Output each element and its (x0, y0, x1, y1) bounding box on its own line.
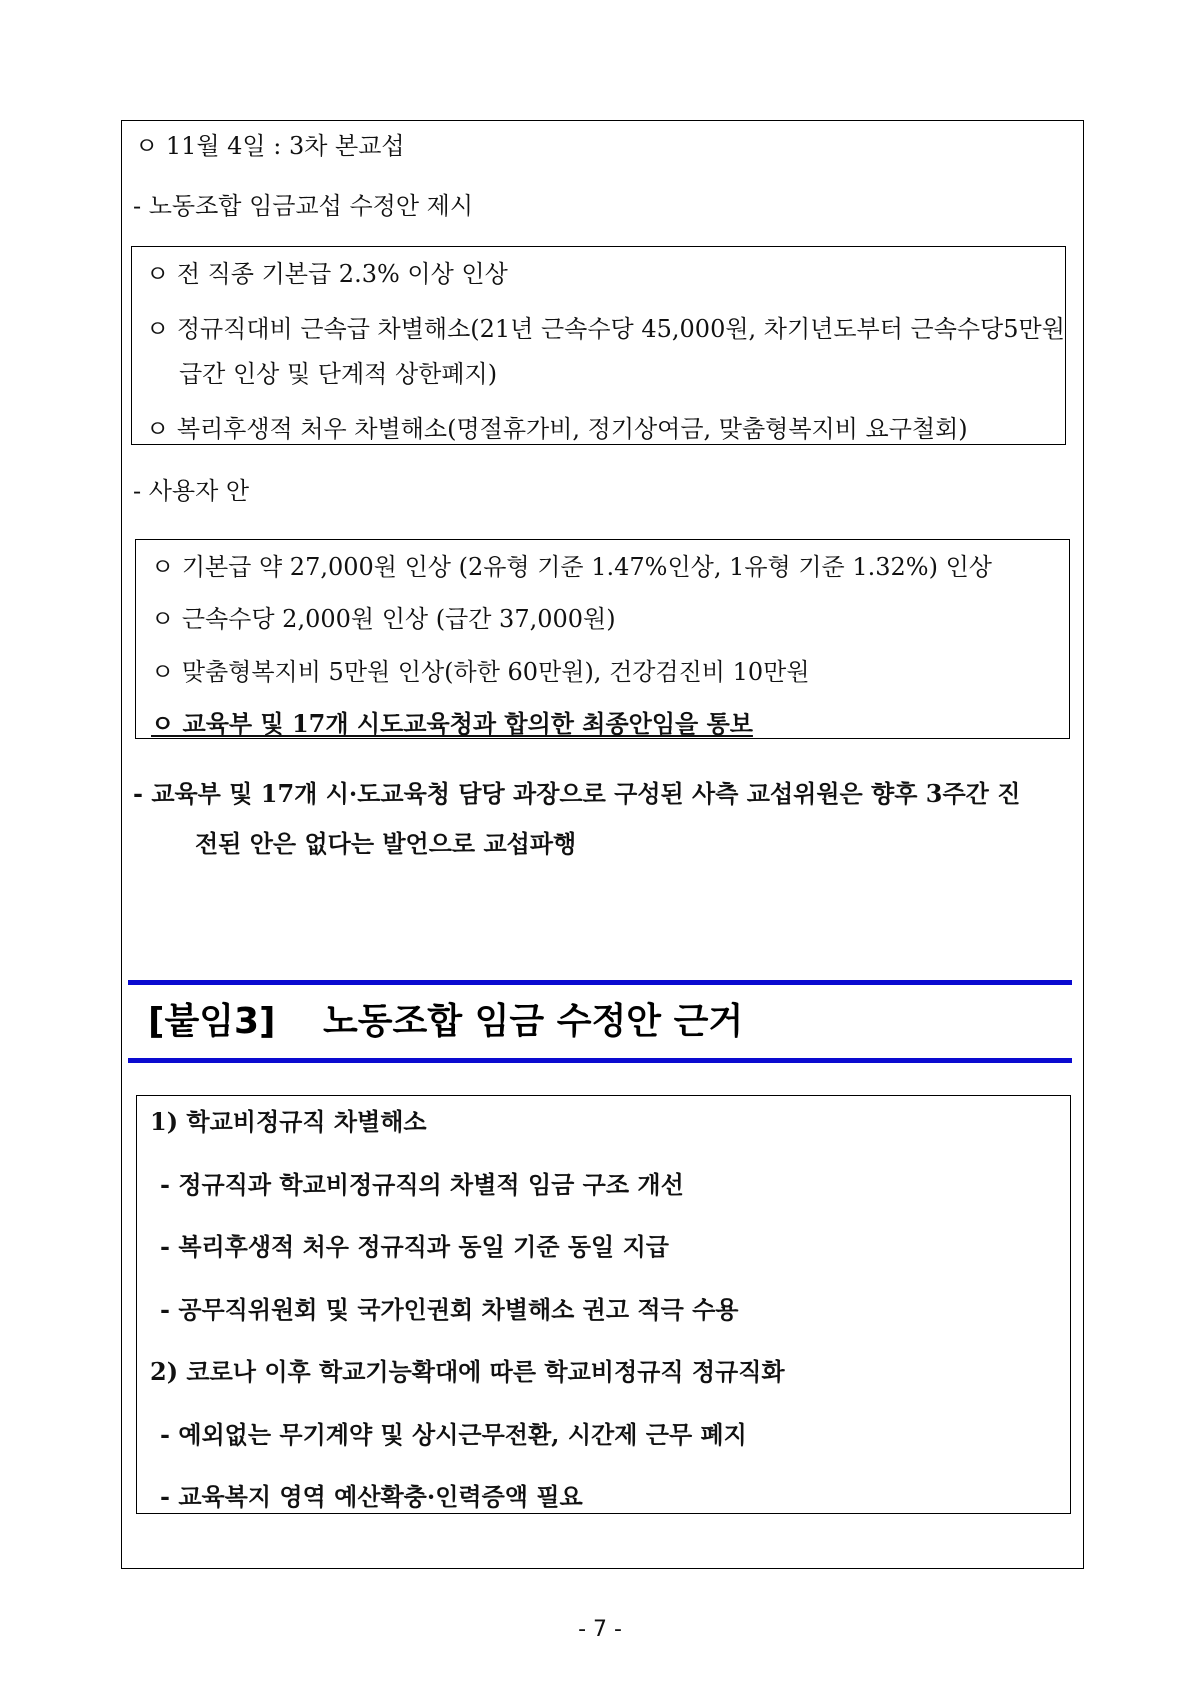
breakdown-line: - 교육부 및 17개 시·도교육청 담당 과장으로 구성된 사측 교섭위원은 향후 3주간 진 (133, 779, 1021, 808)
basis-item: 1) 학교비정규직 차별해소 (150, 1107, 427, 1136)
employer-item: ㅇ 근속수당 2,000원 인상 (급간 37,000원) (151, 605, 616, 633)
employer-item: ㅇ 기본급 약 27,000원 인상 (2유형 기준 1.47%인상, 1유형 기준 1.32%) 인상 (151, 553, 992, 581)
basis-item: - 공무직위원회 및 국가인권회 차별해소 권고 적극 수용 (160, 1295, 739, 1324)
basis-item: - 정규직과 학교비정규직의 차별적 임금 구조 개선 (160, 1170, 684, 1199)
heading-top-rule (128, 980, 1072, 985)
union-item: ㅇ 전 직종 기본급 2.3% 이상 인상 (146, 260, 508, 288)
union-item: ㅇ 복리후생적 처우 차별해소(명절휴가비, 정기상여금, 맞춤형복지비 요구철회) (146, 415, 968, 443)
employer-proposal-heading: - 사용자 안 (133, 477, 250, 505)
date-line: ㅇ 11월 4일 : 3차 본교섭 (135, 132, 405, 160)
basis-item: 2) 코로나 이후 학교기능확대에 따른 학교비정규직 정규직화 (150, 1357, 785, 1386)
attachment-title: 노동조합 임금 수정안 근거 (323, 1001, 744, 1042)
union-item-continued: 급간 인상 및 단계적 상한폐지) (179, 360, 498, 388)
heading-bottom-rule (128, 1058, 1072, 1063)
breakdown-line-continued: 전된 안은 없다는 발언으로 교섭파행 (195, 829, 577, 858)
page-number: - 7 - (578, 1617, 622, 1642)
basis-item: - 예외없는 무기계약 및 상시근무전환, 시간제 근무 폐지 (160, 1420, 747, 1449)
basis-item: - 복리후생적 처우 정규직과 동일 기준 동일 지급 (160, 1232, 669, 1261)
union-item: ㅇ 정규직대비 근속급 차별해소(21년 근속수당 45,000원, 차기년도부터 근속수당5만원 (146, 315, 1065, 343)
basis-item: - 교육복지 영역 예산확충·인력증액 필요 (160, 1482, 583, 1511)
attachment-tag: [붙임3] (148, 1001, 276, 1042)
union-proposal-heading: - 노동조합 임금교섭 수정안 제시 (133, 192, 474, 220)
employer-item: ㅇ 맞춤형복지비 5만원 인상(하한 60만원), 건강검진비 10만원 (151, 658, 810, 686)
employer-item-final: ㅇ 교육부 및 17개 시도교육청과 합의한 최종안임을 통보 (151, 709, 753, 738)
